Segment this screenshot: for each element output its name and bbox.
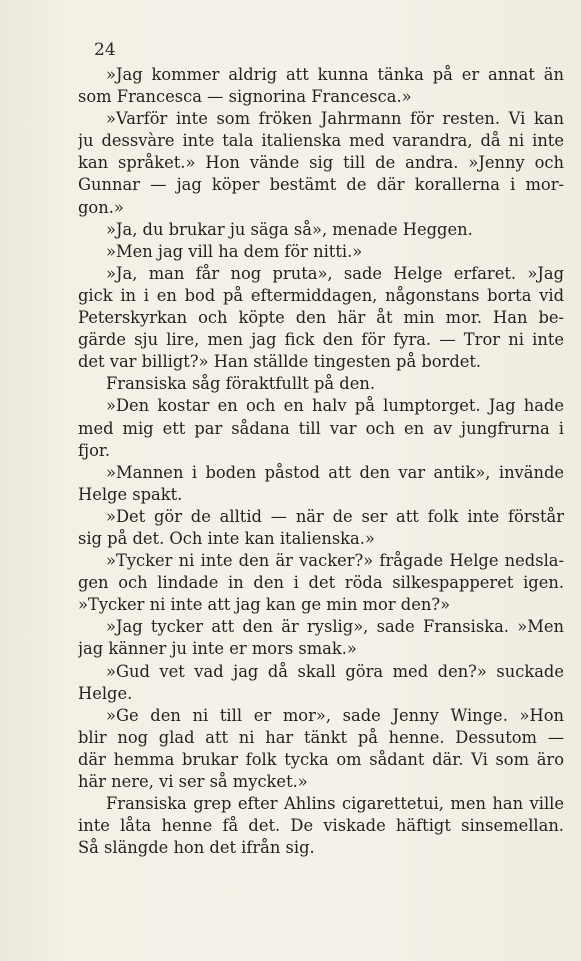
text-line: Helge spakt. — [78, 484, 183, 504]
text-line: gon.» — [78, 197, 124, 217]
text-line: »Ge den ni till er mor», sade Jenny Winge. »Hon — [106, 705, 564, 725]
text-line: »Tycker ni inte den är vacker?» frågade Helge nedsla- — [106, 551, 564, 571]
text-line: det var billigt?» Han ställde tingesten på bordet. — [78, 352, 482, 372]
text-line: inte låta henne få det. De viskade häftigt sinsemellan. — [78, 816, 564, 836]
text-line: »Jag kommer aldrig att kunna tänka på er annat än — [106, 65, 564, 84]
page-number: 24 — [94, 40, 116, 60]
text-line: gick in i en bod på eftermiddagen, någonstans borta vid — [78, 285, 564, 305]
text-line: »Mannen i boden påstod att den var antik», invände — [106, 462, 564, 482]
text-line: »Ja, man får nog pruta», sade Helge erfaret. »Jag — [106, 263, 564, 283]
body-text — [78, 64, 564, 859]
text-line: Så slängde hon det ifrån sig. — [78, 838, 315, 858]
text-line: »Gud vet vad jag då skall göra med den?» suckade — [106, 661, 564, 681]
text-line: »Ja, du brukar ju säga så», menade Heggen. — [106, 219, 473, 239]
text-line: »Tycker ni inte att jag kan ge min mor den?» — [78, 595, 451, 615]
text-line: som Francesca — signorina Francesca.» — [78, 87, 412, 107]
text-line: »Varför inte som fröken Jahrmann för resten. Vi kan — [106, 109, 564, 129]
text-line: Fransiska grep efter Ahlins cigarettetui, men han ville — [106, 794, 564, 814]
text-line: Peterskyrkan och köpte den här åt min mor. Han be- — [78, 308, 564, 328]
text-line: gen och lindade in den i det röda silkespapperet igen. — [78, 573, 564, 593]
text-line: Gunnar — jag köper bestämt de där korallerna i mor- — [78, 175, 564, 195]
text-line: »Det gör de alltid — när de ser att folk inte förstår — [106, 506, 564, 526]
text-line: Helge. — [78, 683, 133, 703]
text-line: »Men jag vill ha dem för nitti.» — [106, 241, 363, 261]
text-line: här nere, vi ser så mycket.» — [78, 772, 308, 791]
text-line: ju dessvàre inte tala italienska med varandra, då ni inte — [78, 131, 564, 151]
text-line: »Den kostar en och en halv på lumptorget. Jag hade — [106, 396, 564, 416]
text-line: där hemma brukar folk tycka om sådant där. Vi som äro — [78, 749, 564, 769]
text-line: Fransiska såg föraktfullt på den. — [106, 374, 375, 394]
text-line: sig på det. Och inte kan italienska.» — [78, 528, 375, 548]
text-line: blir nog glad att ni har tänkt på henne. Dessutom — — [78, 727, 564, 747]
text-line: med mig ett par sådana till var och en av jungfrurna i — [78, 418, 564, 438]
text-line: kan språket.» Hon vände sig till de andra. »Jenny och — [78, 153, 564, 173]
text-line: »Jag tycker att den är ryslig», sade Fransiska. »Men — [106, 617, 564, 637]
text-line: jag känner ju inte er mors smak.» — [78, 639, 357, 659]
text-line: gärde sju lire, men jag fick den för fyra. — Tror ni inte — [78, 330, 564, 350]
text-line: fjor. — [78, 440, 111, 460]
